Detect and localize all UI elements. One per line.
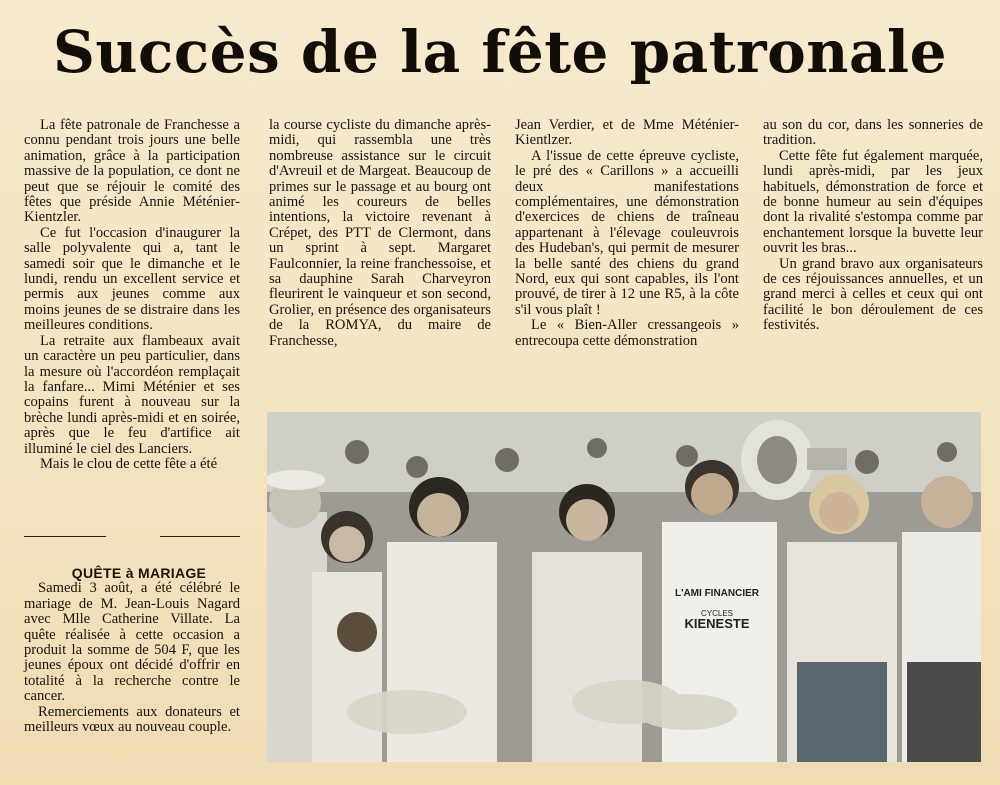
jersey-text: KIENESTE — [684, 616, 750, 631]
jersey-text: L'AMI FINANCIER — [674, 588, 760, 599]
article-column-1 — [24, 118, 240, 472]
paragraph: Le « Bien-Aller cressangeois » entrecoupa cette démonstration — [515, 317, 739, 349]
paragraph: Un grand bravo aux organisateurs de ces réjouissances annuelles, et un grand merci à celles et ceux qui ont facilité le bon déroulement de ces festivités. — [763, 255, 983, 334]
paragraph: au son du cor, dans les sonneries de tradition. — [763, 117, 983, 149]
news-photo — [267, 412, 981, 762]
sidebar-article — [24, 566, 240, 735]
paragraph: Ce fut l'occasion d'inaugurer la salle polyvalente qui a, tant le samedi soir que le dimanche et le lundi, rendu un excellent service et permis aux jeunes comme aux moins jeunes de se distraire dans les meilleures conditions. — [24, 224, 240, 334]
separator-rule — [24, 536, 106, 537]
paragraph: Mais le clou de cette fête a été — [40, 455, 218, 472]
article-column-4 — [763, 118, 983, 334]
paragraph: La fête patronale de Franchesse a connu pendant trois jours une belle animation, grâce à la participation massive de la population, ce dont ne peut que se réjouir le comité des fêtes que préside Annie Méténier-Kientzler. — [24, 117, 240, 226]
paragraph: Samedi 3 août, a été célébré le mariage de M. Jean-Louis Nagard avec Mlle Catherine Villate. La quête réalisée à cette occasion a produit la somme de 504 F, que les jeunes époux ont décidé d'offrir en totalité à la recherche contre le cancer. — [24, 580, 240, 705]
paragraph: A l'issue de cette épreuve cycliste, le pré des « Carillons » a accueilli deux manifestations complémentaires, une démonstration d'exercices de chiens de traîneau appartenant à l'élevage couleuvrois des Hudeban's, qui permit de mesurer la belle santé des chiens du grand Nord, eux qui sont capables, ils l'ont prouvé, de tirer à 12 une R5, à la côte s'il vous plaît ! — [515, 147, 739, 318]
sidebar-title: QUÊTE à MARIAGE — [71, 565, 207, 581]
article-column-2 — [269, 118, 491, 349]
paragraph: Jean Verdier, et de Mme Méténier-Kientlzer. — [515, 117, 739, 149]
paragraph: la course cycliste du dimanche après-midi, qui rassembla une très nombreuse assistance sur le circuit d'Avreuil et de Margeat. Beaucoup de primes sur le passage et au bourg ont animé les coureurs de belles intentions, la victoire revenant à Crépet, des PTT de Clermont, dans un sprint à sept. Margaret Faulconnier, la reine franchessoise, et sa dauphine Sarah Charveyron fleurirent le vainqueur et son second, Grolier, en présence des organisateurs de la ROMYA, du maire de Franchesse, — [269, 117, 491, 349]
separator-rule — [160, 536, 240, 537]
paragraph: Remerciements aux donateurs et meilleurs vœux au nouveau couple. — [24, 703, 240, 736]
paragraph: Cette fête fut également marquée, lundi après-midi, par les jeux habituels, démonstration de force et de bonne humeur au sein d'équipes dont la rivalité s'estompa comme par enchantement lorsque la buvette leur ouvrit les bras... — [763, 147, 983, 257]
jersey-text: CYCLES — [700, 609, 734, 618]
paragraph: La retraite aux flambeaux avait un caractère un peu particulier, dans la mesure où l'accordéon remplaçait la fanfare... Mimi Méténier et ses copains furent à nouveau sur la brèche lundi après-midi et en soirée, après que le feu d'artifice ait illuminé le ciel des Lanciers. — [24, 332, 240, 457]
article-column-3 — [515, 118, 739, 349]
photo-illustration — [267, 412, 981, 762]
headline: Succès de la fête patronale — [53, 18, 947, 86]
